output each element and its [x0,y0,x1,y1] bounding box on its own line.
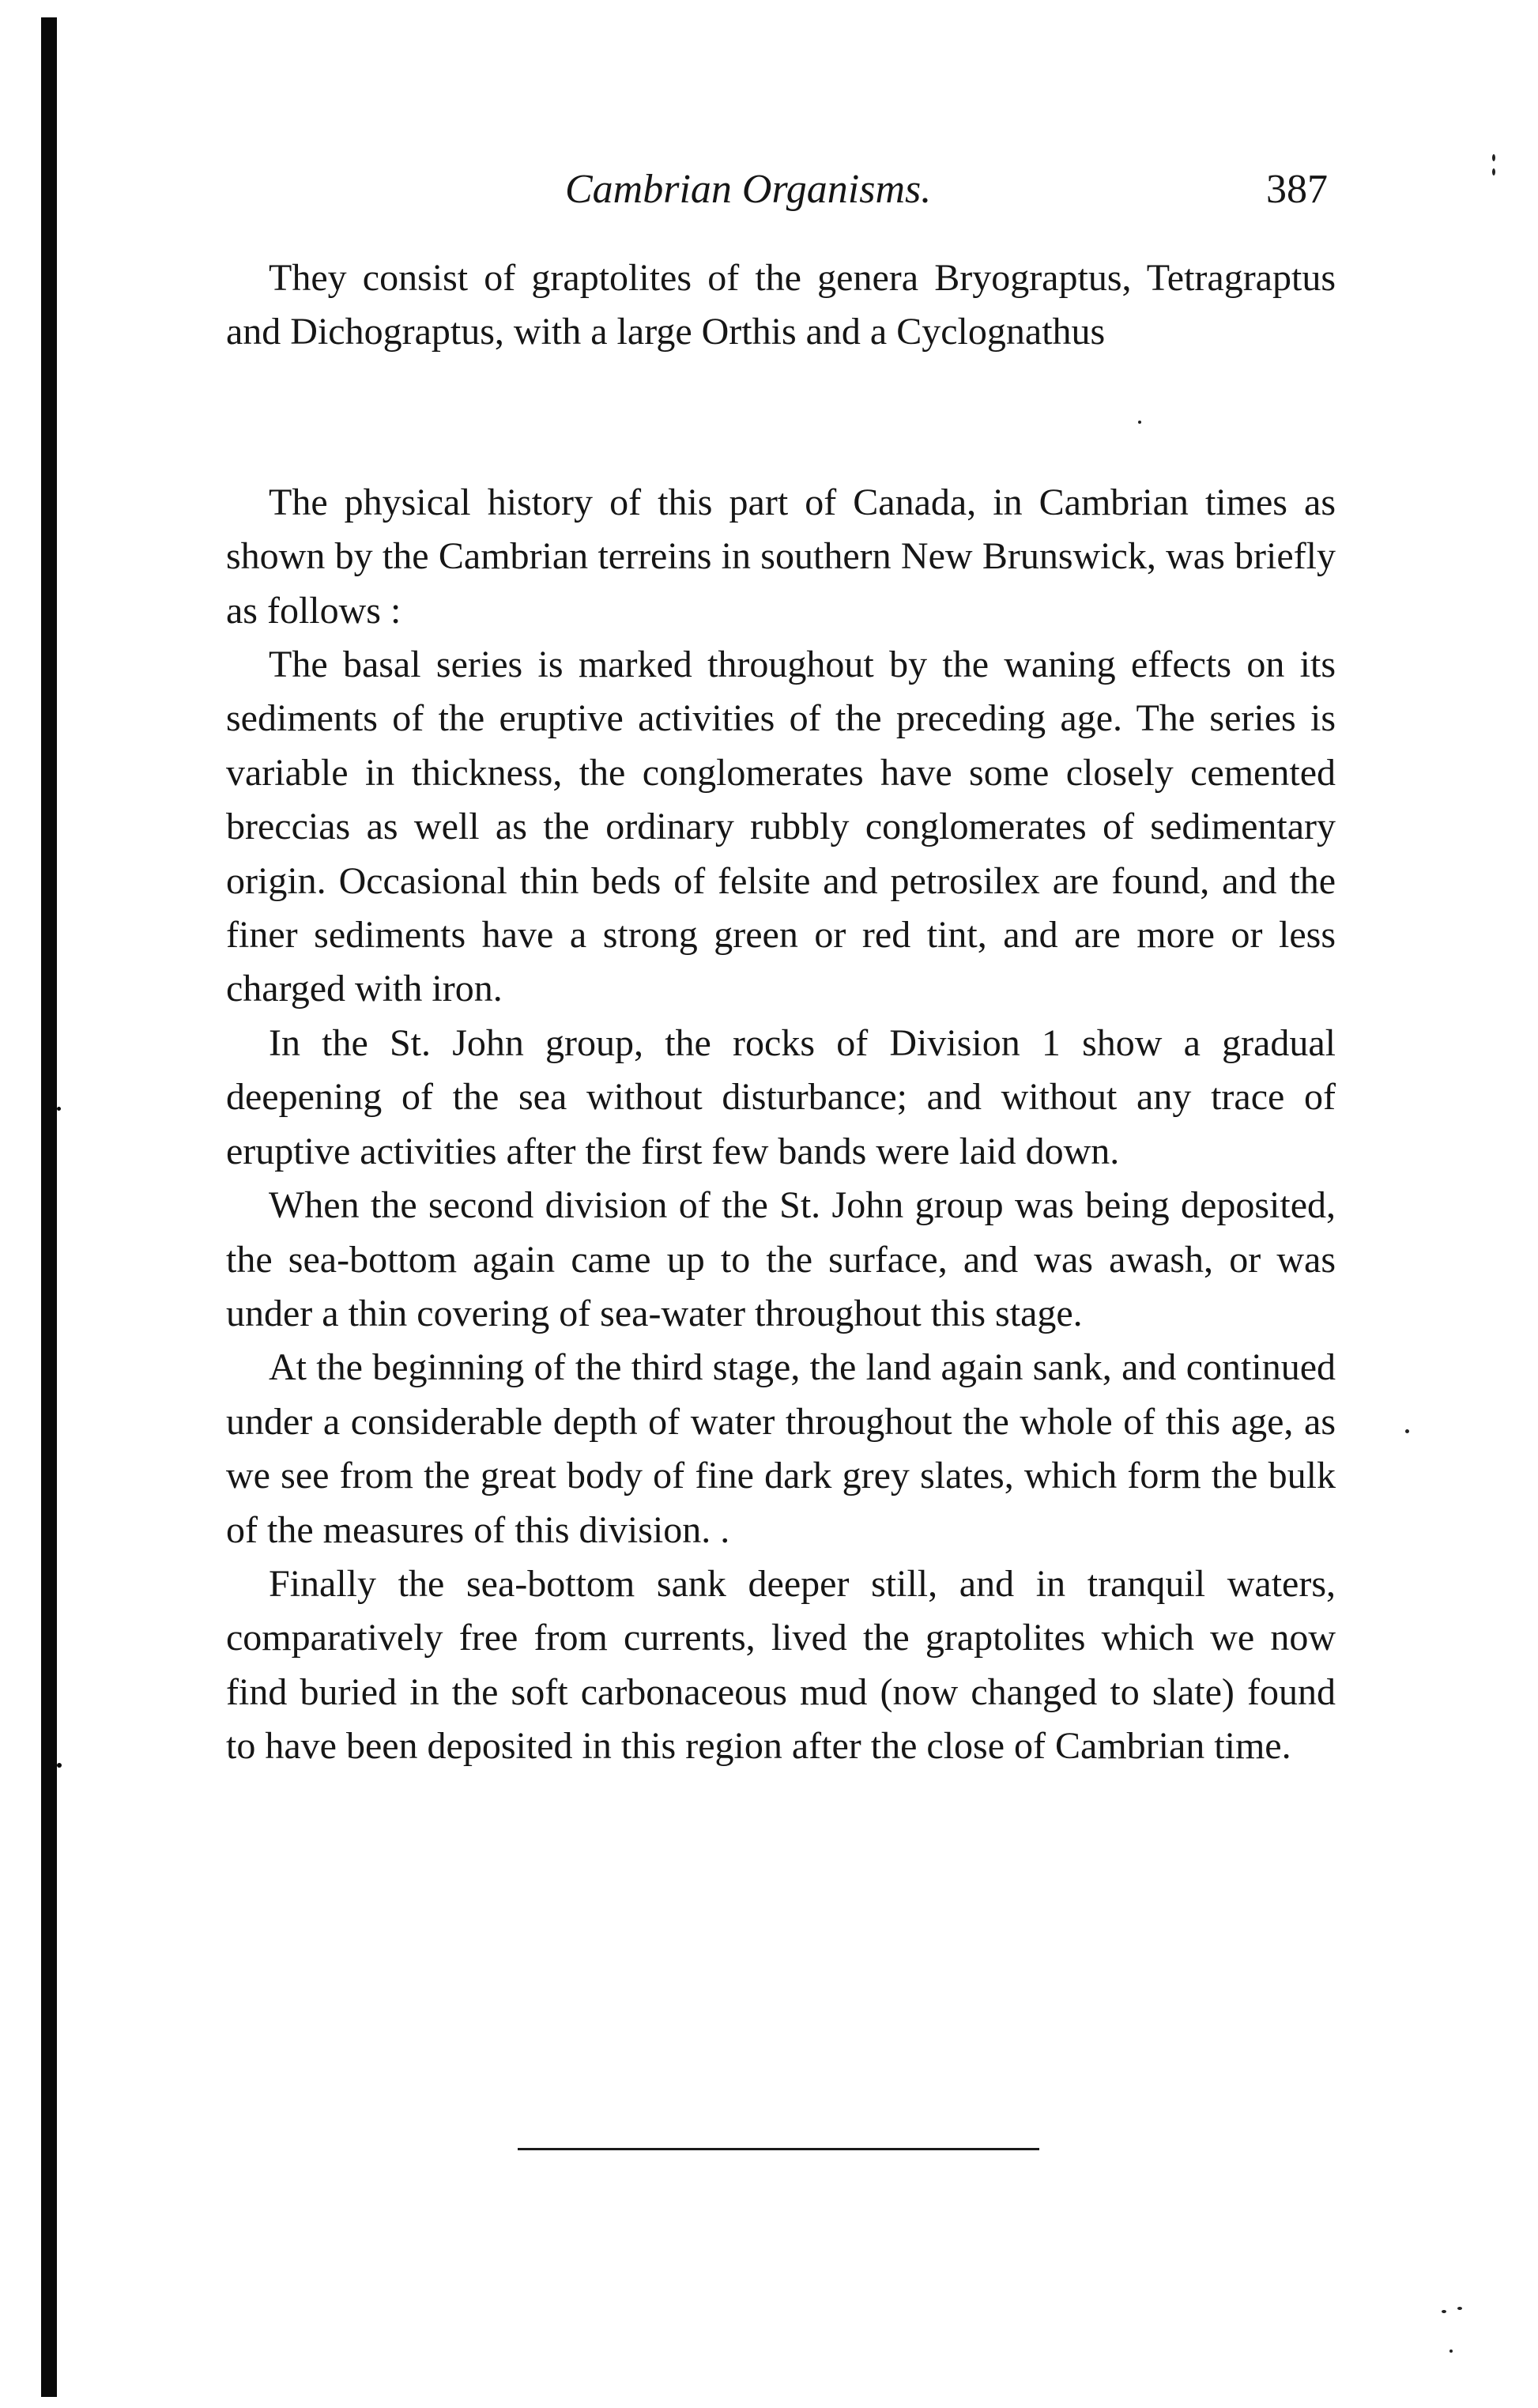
scan-speck [1492,168,1495,176]
paragraph-final-stage: Finally the sea-bottom sank deeper still, and in tranquil waters, comparatively free from currents, lived the graptolites which we now find buried in the soft carbonaceous mud (now changed to slate) found to have been deposited in this region after the close of Cambrian time. [226,1562,1336,1768]
book-binding-edge [41,17,57,2397]
paragraph-division-1: In the St. John group, the rocks of Division 1 show a gradual deepening of the sea without disturbance; and without any trace of eruptive activities after the first few bands were laid down. [226,1021,1336,1172]
paragraph-basal-series: The basal series is marked throughout by the waning effects on its sediments of the eruptive activities of the preceding age. The series is variable in thickness, the conglomerates have some closely cemented breccias as well as the ordinary rubbly conglomerates of sedimentary origin. Occasional thin beds of felsite and petrosilex are found, and the finer sediments have a strong green or red tint, and are more or less charged with iron. [226,644,1336,1010]
binding-speck [57,1763,62,1768]
running-title: Cambrian Organisms. [565,167,932,212]
binding-speck [57,1107,61,1111]
paragraph-second-division: When the second division of the St. John group was being deposited, the sea-bottom again came up to the surface, and was awash, or was under a thin covering of sea-water throughout this stage. [226,1184,1336,1334]
scan-speck [1442,2310,1446,2313]
end-rule [518,2148,1039,2150]
page-body [226,251,1336,1774]
scan-speck [1449,2349,1453,2353]
scan-speck [1457,2307,1462,2310]
scan-speck [1405,1429,1409,1433]
page-number: 387 [1266,167,1328,212]
scan-speck [1138,421,1141,424]
scan-speck [1492,154,1495,161]
paragraph-third-stage: At the beginning of the third stage, the land again sank, and continued under a considerable depth of water throughout the whole of this age, as we see from the great body of fine dark grey slates, which form the bulk of the measures of this division. . [226,1346,1336,1551]
paragraph-physical-history: The physical history of this part of Canada, in Cambrian times as shown by the Cambrian terreins in southern New Brunswick, was briefly as follows : [226,481,1336,632]
page-header [229,162,1344,217]
paragraph-fauna: They consist of graptolites of the genera Bryograptus, Tetragraptus and Dichograptus, with a large Orthis and a Cyclognathus [226,257,1336,353]
